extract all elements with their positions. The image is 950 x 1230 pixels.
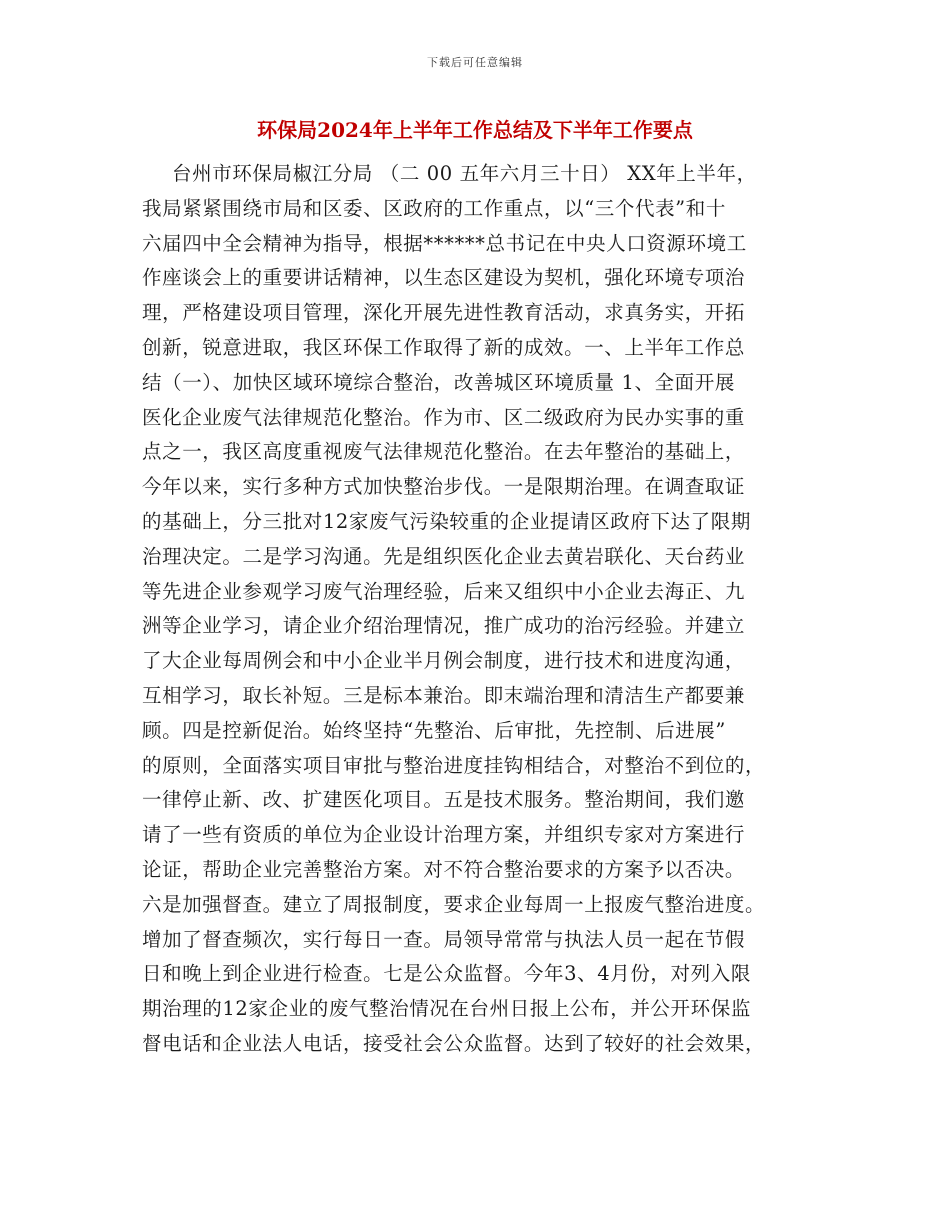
body-line: 六届四中全会精神为指导，根据******总书记在中央人口资源环境工 (142, 231, 747, 255)
body-line: 一律停止新、改、扩建医化项目。五是技术服务。整治期间，我们邀 (142, 788, 746, 812)
body-line: 理，严格建设项目管理，深化开展先进性教育活动，求真务实，开拓 (142, 301, 746, 325)
body-line: 督电话和企业法人电话，接受社会公众监督。达到了较好的社会效果， (142, 1031, 766, 1055)
body-line: 点之一，我区高度重视废气法律规范化整治。在去年整治的基础上， (142, 440, 746, 464)
body-line: 了大企业每周例会和中小企业半月例会制度，进行技术和进度沟通， (142, 649, 746, 673)
document-title: 环保局2024年上半年工作总结及下半年工作要点 (257, 118, 693, 142)
header-note: 下载后可任意编辑 (427, 56, 523, 69)
body-line: 今年以来，实行多种方式加快整治步伐。一是限期治理。在调查取证 (142, 475, 746, 499)
body-line: 结（一）、加快区域环境综合整治，改善城区环境质量 1、全面开展 (142, 370, 735, 394)
body-line: 日和晚上到企业进行检查。七是公众监督。今年3、4月份，对列入限 (142, 962, 751, 986)
body-line: 等先进企业参观学习废气治理经验，后来又组织中小企业去海正、九 (142, 579, 746, 603)
body-line: 请了一些有资质的单位为企业设计治理方案，并组织专家对方案进行 (142, 823, 746, 847)
body-line: 论证，帮助企业完善整治方案。对不符合整治要求的方案予以否决。 (142, 857, 746, 881)
body-line: 治理决定。二是学习沟通。先是组织医化企业去黄岩联化、天台药业 (142, 544, 746, 568)
document-body (142, 157, 822, 1062)
body-line: 六是加强督查。建立了周报制度，要求企业每周一上报废气整治进度。 (142, 892, 766, 916)
body-line: 我局紧紧围绕市局和区委、区政府的工作重点，以“三个代表”和十 (142, 196, 726, 220)
body-line: 作座谈会上的重要讲话精神，以生态区建设为契机，强化环境专项治 (142, 266, 746, 290)
body-line: 的基础上，分三批对12家废气污染较重的企业提请区政府下达了限期 (142, 509, 751, 533)
body-line: 期治理的12家企业的废气整治情况在台州日报上公布，并公开环保监 (142, 997, 751, 1021)
body-line: 创新，锐意进取，我区环保工作取得了新的成效。一、上半年工作总 (142, 335, 746, 359)
body-line: 医化企业废气法律规范化整治。作为市、区二级政府为民办实事的重 (142, 405, 746, 429)
body-line: 顾。四是控新促治。始终坚持“先整治、后审批，先控制、后进展” (142, 718, 726, 742)
body-line: 台州市环保局椒江分局 （二 00 五年六月三十日） XX年上半年， (172, 162, 757, 185)
body-line: 增加了督查频次，实行每日一查。局领导常常与执法人员一起在节假 (142, 927, 746, 951)
body-line: 的原则，全面落实项目审批与整治进度挂钩相结合，对整治不到位的， (142, 753, 766, 777)
body-line: 洲等企业学习，请企业介绍治理情况，推广成功的治污经验。并建立 (142, 614, 746, 638)
body-line: 互相学习，取长补短。三是标本兼治。即末端治理和清洁生产都要兼 (142, 683, 746, 707)
